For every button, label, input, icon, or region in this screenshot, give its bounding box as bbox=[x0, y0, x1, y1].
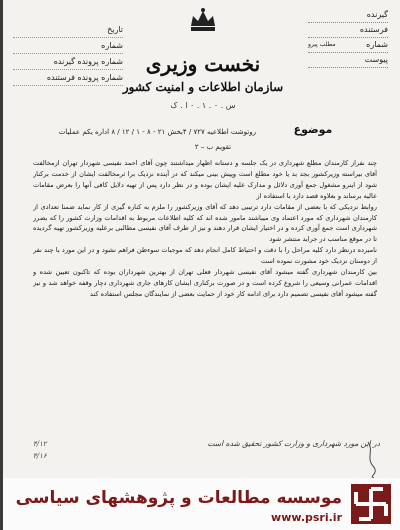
subject-label: موضوع bbox=[293, 123, 333, 136]
document-number: س . ۰ . ۱ . ۰ ا . ک bbox=[170, 101, 236, 110]
letter-body bbox=[33, 158, 377, 426]
letterhead-title: نخست وزیری bbox=[145, 52, 261, 76]
subject-text: روتوشت اطلاعیه ۷۲۷ / ۴بخش ۲۱ - ۸ - ۱ / ۱۲ / ۸ اداره یکم عملیات bbox=[58, 128, 256, 136]
body-paragraph: بین کارمندان شهرداری گفته میشود آقای نفیسی شهردار فعلی تهران از بهترین شهرداران بوده که تاکنون تعیین شده و اقدامات عمرانی وسیعی را شروع کرده است و در صورت برکناری ایشان کارهای جاری شهرداری دچار وقفه خواهد شد و نیز گفته میشود آقای نفیسی تصمیم دارد برای ادامه کار خود از حمایت بعضی از نمایندگان مجلس استفاده کند bbox=[33, 268, 377, 298]
handwritten-note: در این مورد شهرداری و وزارت کشور تحقیق شده است bbox=[207, 439, 380, 448]
body-paragraph: نامبرده درنظر دارد کلیه مراحل را با دقت و احتیاط کامل انجام دهد که موجبات سوءظن فراهم نشود و در این مورد با چند نفر از دوستان نزدیک خود مشورت نموده است bbox=[33, 246, 377, 266]
institute-logo-icon bbox=[350, 483, 392, 525]
header-field-ref-number: شماره bbox=[13, 38, 123, 54]
signature-mark-icon bbox=[364, 440, 378, 480]
watermark-url: www.psri.ir bbox=[271, 511, 342, 524]
header-field-number: شماره مطلب پیرو bbox=[308, 38, 388, 53]
watermark-banner bbox=[3, 478, 400, 530]
body-paragraph: چند نفراز کارمندان مطلع شهرداری در یک جلسه و دستانه اظهار میداشتند چون آقای احمد نفیسی شهردار تهران ازمخالفت آقای بیراسته وزیرکشور بجد بد یا خود مطلع است وپیش بینی میکند که در آینده نزدیک برا ثرمخالفت ایشان از خدمت برکنار شود از اینرو مشغول جمع آوری دلائل و مدارک علیه ایشان بوده و در نظر دارد پس از تهیه دلایل کافی آنها را بعرض مقامات عالیه برساند و بعلاوه قصد دارد با استفاده از bbox=[33, 159, 377, 200]
header-field-recipient-file: شماره پرونده گیرنده bbox=[13, 54, 123, 70]
letterhead-organization: سازمان اطلاعات و امنیت کشور bbox=[122, 80, 284, 94]
header-field-sender: فرستنده bbox=[308, 23, 388, 38]
watermark-title: موسسه مطالعات و پژوهشهای سیاسی bbox=[15, 488, 342, 508]
header-field-sender-file: شماره پرونده فرستنده bbox=[13, 70, 123, 86]
margin-note: ۴/۱۶ bbox=[33, 452, 47, 460]
clause-reference: تقویم ب – ۲ bbox=[194, 143, 232, 151]
crown-emblem-icon bbox=[183, 6, 223, 36]
header-field-recipient: گیرنده bbox=[308, 8, 388, 23]
header-field-date: تاریخ bbox=[13, 22, 123, 38]
margin-note: ۴/۱۲ bbox=[33, 440, 47, 448]
header-right-fields bbox=[308, 8, 388, 68]
body-paragraph: روابط نزدیکی که با بعضی از مقامات دارد ترتیبی دهد که آقای وزیرکشور را ملزم به کناره گیری از کار نماید ضمنا تعدادی از کارمندان شهرداری که مورد اعتماد وی میباشند مامور شده اند که کلیه اطلاعات مربوط به اقدامات وزارت کشور را که بضرر شهرداری است جمع آوری کرده و در اختیار ایشان قرار دهند و نیز از طرف آقای نفیسی مطالبی برعلیه وزیرکشور تهیه گردیده تا در موقع مناسب در جراید منتشر شود bbox=[33, 202, 377, 244]
header-left-fields bbox=[13, 22, 123, 86]
header-field-attachment: پیوست bbox=[308, 53, 388, 68]
